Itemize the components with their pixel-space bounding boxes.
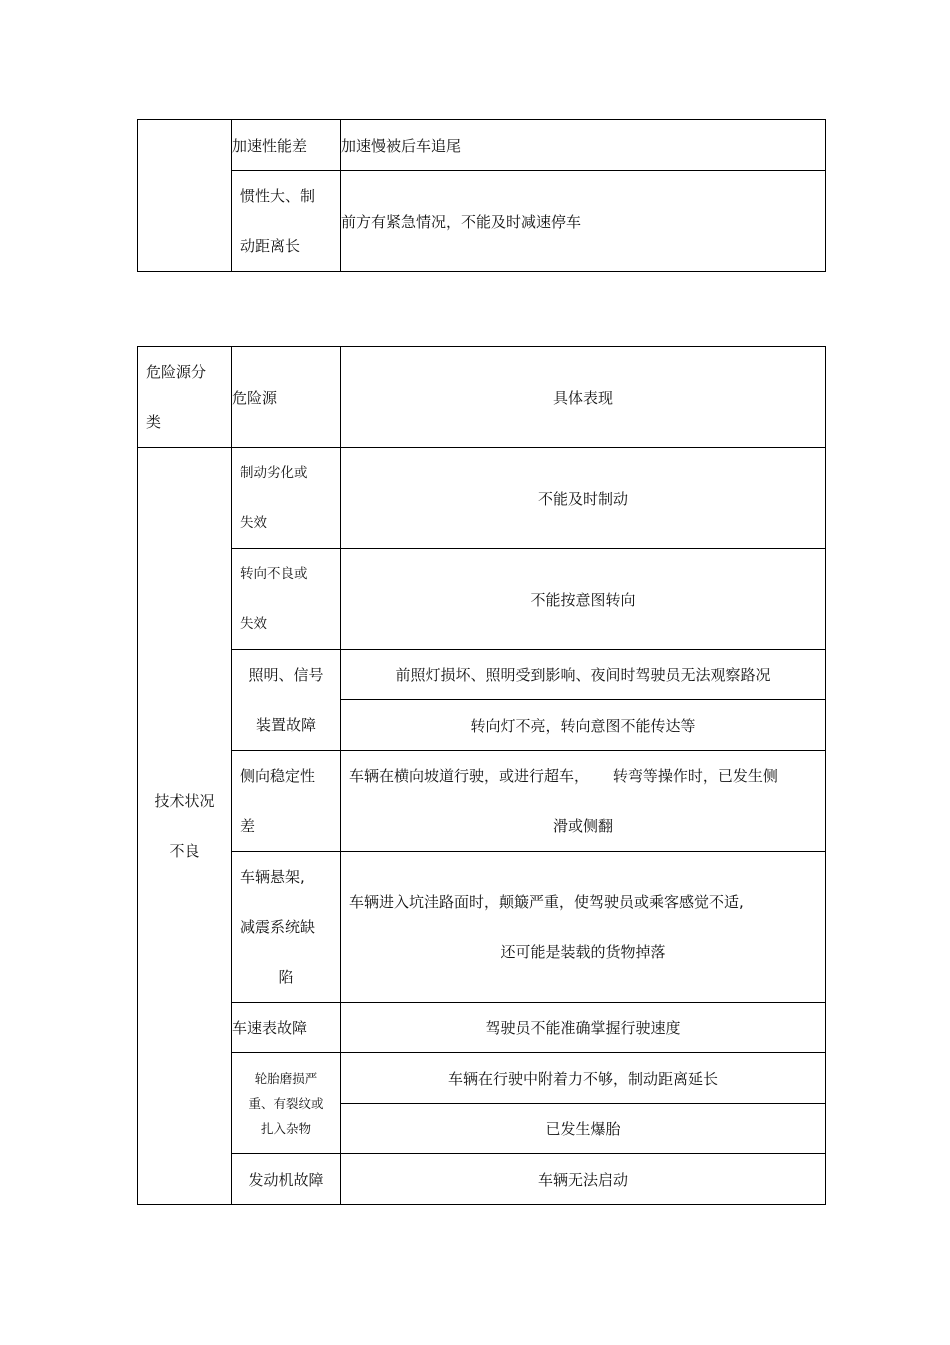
manifestation-line: 还可能是装载的货物掉落 <box>500 943 666 961</box>
hazard-cell <box>232 751 341 852</box>
category-line: 技术状况 <box>154 792 215 810</box>
hazard-line: 差 <box>240 817 256 835</box>
hazard-cell <box>232 650 341 751</box>
hazard-cell <box>232 852 341 1003</box>
header-manifestation: 具体表现 <box>341 347 826 448</box>
hazard-line: 扎入杂物 <box>260 1120 311 1136</box>
hazard-cell <box>232 1053 341 1154</box>
table-header-row <box>138 347 826 448</box>
hazard-line: 照明、信号 <box>248 666 324 684</box>
table-row <box>138 549 826 650</box>
hazard-line: 重、有裂纹或 <box>248 1095 324 1111</box>
table-row <box>138 1154 826 1205</box>
table-row <box>138 1053 826 1104</box>
hazard-cell: 车速表故障 <box>232 1003 341 1053</box>
hazard-line: 动距离长 <box>240 237 301 255</box>
hazard-cell <box>232 171 341 272</box>
hazard-line: 制动劣化或 <box>240 465 308 481</box>
header-category-line: 类 <box>146 413 162 431</box>
hazard-table-continued <box>137 119 826 272</box>
hazard-cell: 发动机故障 <box>232 1154 341 1205</box>
manifestation-line: 车辆在横向坡道行驶，或进行超车， 转弯等操作时，已发生侧 <box>349 767 778 785</box>
hazard-line: 减震系统缺 <box>240 918 316 936</box>
manifestation-line: 滑或侧翻 <box>552 817 613 835</box>
hazard-line: 惯性大、制 <box>240 187 316 205</box>
hazard-line: 轮胎磨损严 <box>254 1070 318 1086</box>
manifestation-cell: 不能按意图转向 <box>341 549 826 650</box>
hazard-line: 侧向稳定性 <box>240 767 316 785</box>
manifestation-cell <box>341 852 826 1003</box>
hazard-cell: 加速性能差 <box>232 120 341 171</box>
hazard-table <box>137 346 826 1205</box>
table-row <box>138 1003 826 1053</box>
table-row <box>138 650 826 700</box>
manifestation-cell: 不能及时制动 <box>341 448 826 549</box>
manifestation-cell: 前照灯损坏、照明受到影响、夜间时驾驶员无法观察路况 <box>341 650 826 700</box>
manifestation-cell: 车辆在行驶中附着力不够，制动距离延长 <box>341 1053 826 1104</box>
hazard-line: 车辆悬架, <box>240 868 305 886</box>
category-cell-empty <box>138 120 232 272</box>
table-row <box>138 120 826 171</box>
manifestation-cell: 驾驶员不能准确掌握行驶速度 <box>341 1003 826 1053</box>
table-row <box>138 448 826 549</box>
hazard-line: 装置故障 <box>255 716 316 734</box>
hazard-line: 失效 <box>240 515 267 531</box>
manifestation-cell: 转向灯不亮，转向意图不能传达等 <box>341 700 826 751</box>
hazard-line: 失效 <box>240 616 267 632</box>
category-line: 不良 <box>169 842 200 860</box>
header-hazard: 危险源 <box>232 347 341 448</box>
table-row <box>138 171 826 272</box>
manifestation-cell <box>341 751 826 852</box>
table-row <box>138 852 826 1003</box>
manifestation-line: 车辆进入坑洼路面时，颠簸严重，使驾驶员或乘客感觉不适, <box>349 893 744 911</box>
manifestation-cell: 已发生爆胎 <box>341 1104 826 1154</box>
header-category-line: 危险源分 <box>146 363 207 381</box>
manifestation-cell: 车辆无法启动 <box>341 1154 826 1205</box>
hazard-line: 陷 <box>278 968 294 986</box>
hazard-cell <box>232 549 341 650</box>
hazard-line: 转向不良或 <box>240 566 308 582</box>
category-cell <box>138 448 232 1205</box>
hazard-cell <box>232 448 341 549</box>
manifestation-cell: 前方有紧急情况，不能及时减速停车 <box>341 171 826 272</box>
manifestation-cell: 加速慢被后车追尾 <box>341 120 826 171</box>
header-category <box>138 347 232 448</box>
table-row <box>138 751 826 852</box>
